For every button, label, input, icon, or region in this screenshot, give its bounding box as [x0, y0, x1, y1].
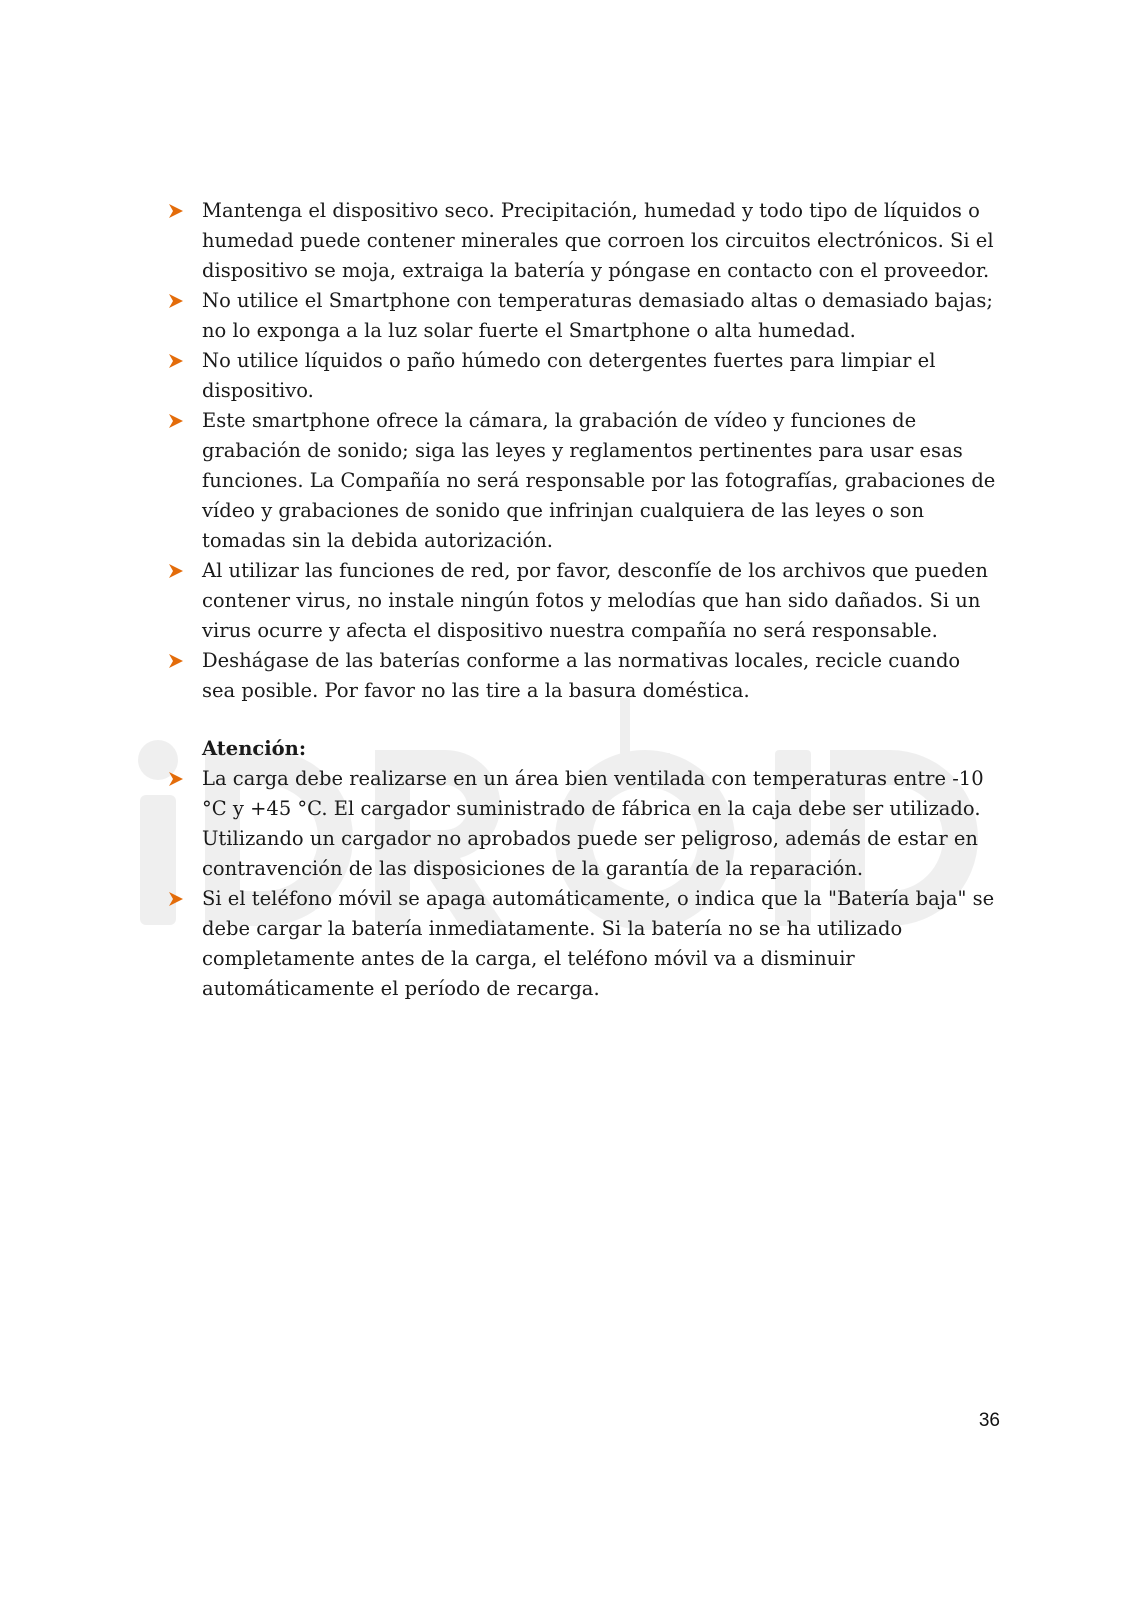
arrowhead-bullet-icon: [168, 563, 184, 579]
arrowhead-bullet-icon: [168, 771, 184, 787]
document-body: [168, 196, 998, 1004]
list-item-text: Si el teléfono móvil se apaga automáticamente, o indica que la "Batería baja" se debe cargar la batería inmediatamente. Si la batería no se ha utilizado completamente antes de la carga, el teléfono móvil va a disminuir automáticamente el período de recarga.: [202, 887, 995, 1000]
arrowhead-bullet-icon: [168, 353, 184, 369]
arrowhead-bullet-icon: [168, 203, 184, 219]
list-item: [168, 406, 998, 556]
arrowhead-bullet-icon: [168, 293, 184, 309]
list-item-text: Mantenga el dispositivo seco. Precipitación, humedad y todo tipo de líquidos o humedad puede contener minerales que corroen los circuitos electrónicos. Si el dispositivo se moja, extraiga la batería y póngase en contacto con el proveedor.: [202, 199, 994, 282]
list-item-text: No utilice el Smartphone con temperaturas demasiado altas o demasiado bajas; no lo exponga a la luz solar fuerte el Smartphone o alta humedad.: [202, 289, 993, 342]
arrowhead-bullet-icon: [168, 413, 184, 429]
page-number: 36: [978, 1410, 1000, 1431]
list-item-text: Al utilizar las funciones de red, por favor, desconfíe de los archivos que pueden contener virus, no instale ningún fotos y melodías que han sido dañados. Si un virus ocurre y afecta el dispositivo nuestra compañía no será responsable.: [202, 559, 988, 642]
list-item: [168, 346, 998, 406]
list-item-text: Este smartphone ofrece la cámara, la grabación de vídeo y funciones de grabación de sonido; siga las leyes y reglamentos pertinentes para usar esas funciones. La Compañía no será responsable por las fotografías, grabaciones de vídeo y grabaciones de sonido que infrinjan cualquiera de las leyes o son tomadas sin la debida autorización.: [202, 409, 996, 552]
list-item: [168, 556, 998, 646]
arrowhead-bullet-icon: [168, 653, 184, 669]
list-item-text: No utilice líquidos o paño húmedo con detergentes fuertes para limpiar el dispositivo.: [202, 349, 936, 402]
attention-heading: Atención:: [202, 737, 307, 760]
arrowhead-bullet-icon: [168, 891, 184, 907]
precautions-list: [168, 196, 998, 706]
list-item: [168, 764, 998, 884]
list-item-text: Deshágase de las baterías conforme a las normativas locales, recicle cuando sea posible. Por favor no las tire a la basura doméstica.: [202, 649, 961, 702]
attention-list: [168, 764, 998, 1004]
list-item-text: La carga debe realizarse en un área bien ventilada con temperaturas entre -10 °C y +45 °C. El cargador suministrado de fábrica en la caja debe ser utilizado. Utilizando un cargador no aprobados puede ser peligroso, además de estar en contravención de las disposiciones de la garantía de la reparación.: [202, 767, 984, 880]
list-item: [168, 196, 998, 286]
list-item: [168, 884, 998, 1004]
list-item: [168, 286, 998, 346]
list-item: [168, 646, 998, 706]
